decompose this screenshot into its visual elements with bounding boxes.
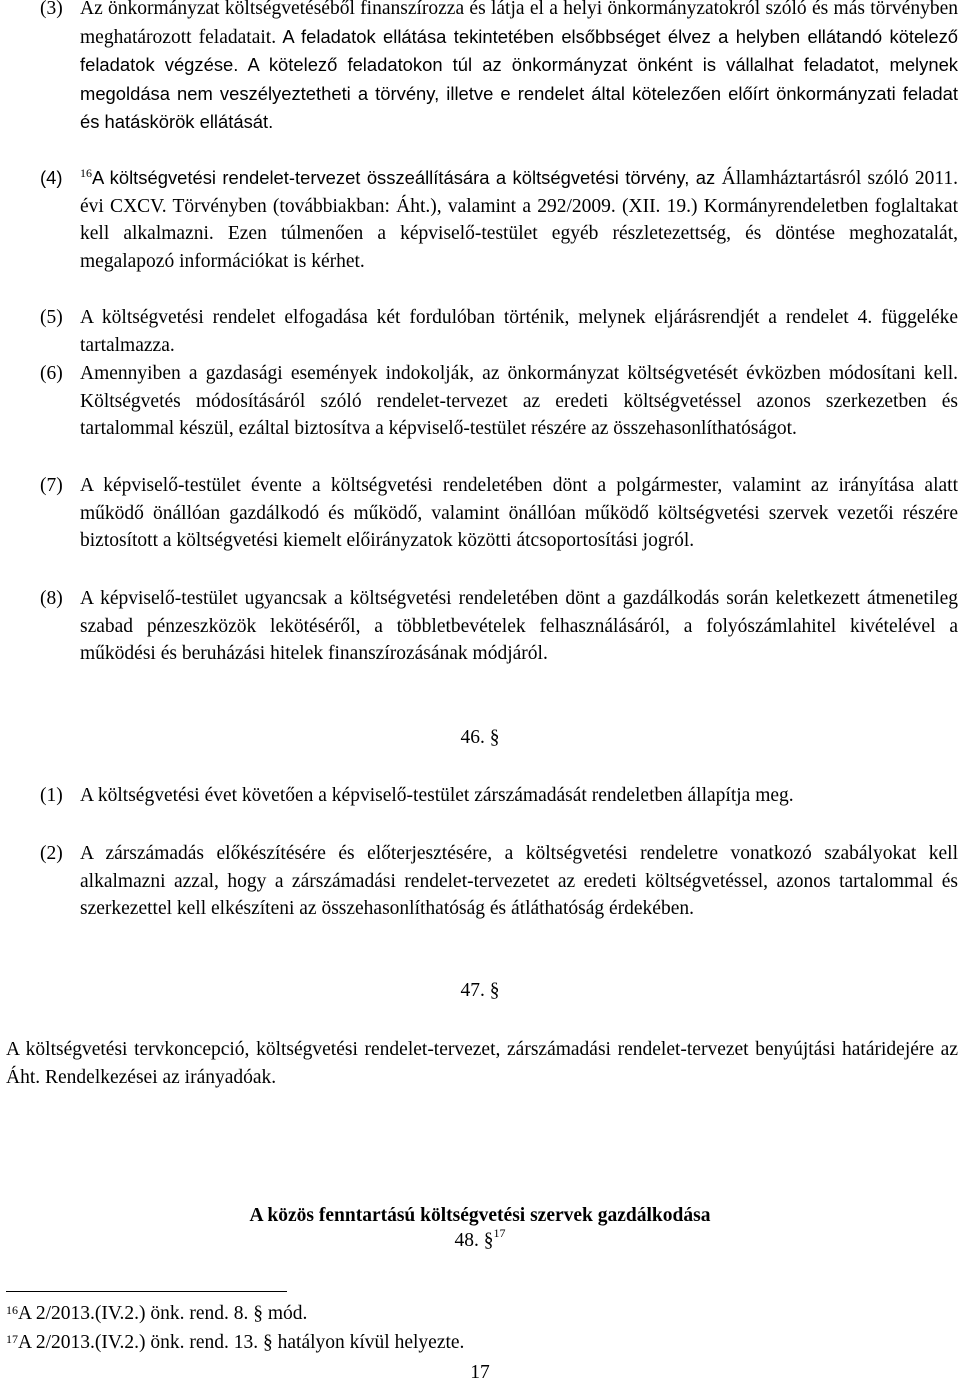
chapter-heading: A közös fenntartású költségvetési szervek gazdálkodása bbox=[249, 1205, 711, 1226]
paragraph-text: Amennyiben a gazdasági események indokolják, az önkormányzat költségvetését évközben módosítani kell. Költségvetés módosításáról szóló rendelet-tervezet az eredeti költségvetéssel azonos szerkezetben és tartalommal készül, ezáltal biztosítva a képviselő-testület részére az összehasonlíthatóságot. bbox=[80, 363, 958, 440]
footnote-text: A 2/2013.(IV.2.) önk. rend. 8. § mód. bbox=[18, 1303, 308, 1324]
paragraph-text: A képviselő-testület ugyancsak a költségvetési rendeletében dönt a gazdálkodás során keletkezett átmenetileg szabad pénzeszközök lekötéséről, a többletbevételek felhasználásáról, a folyószámlahitel kivételével a működési és beruházási hitelek finanszírozásának módjáról. bbox=[80, 588, 958, 665]
section-title-46: 46. § bbox=[460, 727, 500, 748]
paragraph-number: (2) bbox=[40, 843, 63, 864]
section-title-text: 48. § bbox=[454, 1230, 494, 1251]
paragraph-46-1 bbox=[40, 782, 958, 810]
paragraph-4 bbox=[40, 164, 958, 275]
paragraph-text: Államháztartásról szóló 2011. évi CXCV. Törvényben (továbbiakban: Áht.), valamint a 292/2009. (XII. 19.) Kormányrendeletben foglaltakat kell alkalmazni. Ezen túlmenően a képviselő-testület egyéb részletezettség, és döntése meghozatalát, megalapozó információkat is kérhet. bbox=[80, 168, 958, 272]
paragraph-3 bbox=[40, 0, 958, 137]
paragraph-number: (4) bbox=[40, 167, 63, 188]
paragraph-47: A költségvetési tervkoncepció, költségvetési rendelet-tervezet, zárszámadási rendelet-tervezet benyújtási határidejére az Áht. Rendelkezései az irányadóak. bbox=[6, 1039, 958, 1088]
section-title-47: 47. § bbox=[460, 980, 500, 1001]
page-number: 17 bbox=[470, 1362, 490, 1383]
paragraph-number: (6) bbox=[40, 363, 63, 384]
paragraph-number: (3) bbox=[40, 0, 63, 19]
footnote-16 bbox=[6, 1302, 307, 1326]
paragraph-text: A képviselő-testület évente a költségvetési rendeletében dönt a polgármester, valamint az irányítása alatt működő önállóan gazdálkodó és működő, valamint önállóan működő költségvetési szervek vezetői részére biztosított a költségvetési kiemelt előirányzatok közötti átcsoportosítási jogról. bbox=[80, 475, 958, 552]
paragraph-8 bbox=[40, 585, 958, 668]
paragraph-text: Az önkormányzat költségvetéséből finanszírozza és látja el a helyi önkormányzatokról szóló és más törvényben meghatározott feladatait. bbox=[80, 0, 958, 48]
paragraph-number: (8) bbox=[40, 588, 63, 609]
paragraph-7 bbox=[40, 472, 958, 555]
paragraph-number: (1) bbox=[40, 785, 63, 806]
footnote-marker: 17 bbox=[6, 1332, 18, 1346]
paragraph-text-sans: A költségvetési rendelet-tervezet összeállítására a költségvetési törvény, az bbox=[92, 167, 722, 188]
paragraph-text: A zárszámadás előkészítésére és előterjesztésére, a költségvetési rendeletre vonatkozó szabályokat kell alkalmazni azzal, hogy a zárszámadási rendelet-tervezetet az eredeti költségvetéssel, azonos tartalommal és szerkezettel kell elkészíteni az összehasonlíthatóság és átláthatóság érdekében. bbox=[80, 843, 958, 920]
paragraph-46-2 bbox=[40, 840, 958, 923]
footnote-text: A 2/2013.(IV.2.) önk. rend. 13. § hatályon kívül helyezte. bbox=[18, 1332, 465, 1353]
footnote-reference[interactable]: 16 bbox=[80, 166, 92, 180]
section-title-48 bbox=[0, 1226, 960, 1252]
paragraph-6 bbox=[40, 360, 958, 443]
paragraph-text-sans: A feladatok ellátása tekintetében elsőbbséget élvez a helyben ellátandó kötelező feladatok végzése. A kötelező feladatokon túl az önkormányzat önként is vállalhat feladatot, melynek megoldása nem veszélyeztetheti a törvény, illetve e rendelet által kötelezően előírt önkormányzati feladat és hatáskörök ellátását. bbox=[80, 25, 958, 133]
paragraph-number: (5) bbox=[40, 307, 63, 328]
footnote-17 bbox=[6, 1331, 464, 1355]
footnote-marker: 16 bbox=[6, 1303, 18, 1317]
paragraph-5 bbox=[40, 304, 958, 359]
paragraph-text: A költségvetési rendelet elfogadása két fordulóban történik, melynek eljárásrendjét a rendelet 4. függeléke tartalmazza. bbox=[80, 307, 958, 356]
paragraph-number: (7) bbox=[40, 475, 63, 496]
paragraph-text: A költségvetési évet követően a képviselő-testület zárszámadását rendeletben állapítja meg. bbox=[80, 785, 794, 806]
footnote-reference[interactable]: 17 bbox=[493, 1226, 506, 1240]
footnote-separator bbox=[6, 1291, 287, 1292]
